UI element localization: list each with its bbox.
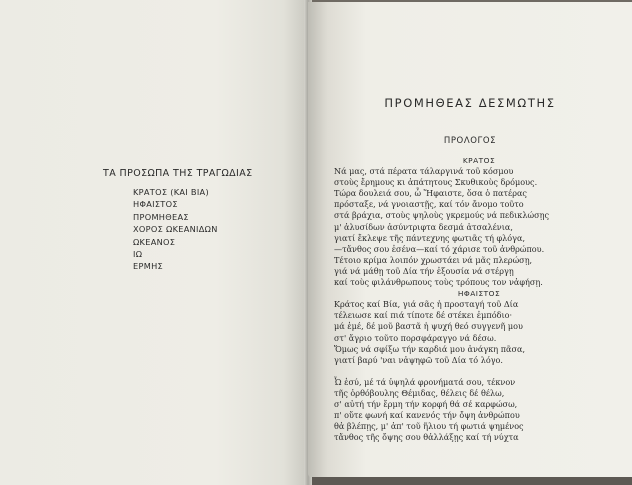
verse-line: στά βράχια, στοὺς ψηλοὺς γκρεμούς νά πεδικλώσῃς [334,210,549,221]
verse-block [334,299,624,366]
verse-line: τέλειωσε καί πιά τίποτε δέ στέκει ἐμπόδιο· [334,310,513,321]
stanza-gap [334,366,624,377]
verse-line: στ' ἄγριο τοῦτο πορσφάραγγο νά δέσω. [334,332,497,343]
character-list [103,186,253,273]
verse-line: καί τοὺς φιλάνθρωπους τοὺς τρόπους τον νἀφήσῃ. [334,277,543,288]
left-page [0,0,308,485]
verse-line: τῆς ὀρθόβουλης Θέμιδας, θέλεις δέ θέλω, [334,387,505,398]
verse-line: Ὅμως νά σφίξω τήν καρδιά μου ἀνάγκη πᾶσα, [334,343,526,354]
character-item: ΚΡΑΤΟΣ (ΚΑΙ ΒΙΑ) [133,187,209,197]
verse-line: πρόσταξε, νά γνοιαστῇς, καί τόν ἄνομο τοῦτο [334,199,524,210]
verse-line: μ' ἀλυσίδων ἀσύντριφτα δεσμά ἀτσαλένια, [334,221,513,232]
verse-line: Ὦ ἐσύ, μέ τά ὑψηλά φρονήματά σου, τέκνον [334,376,516,387]
verse-line: μά ἐμέ, δέ μοῦ βαστᾶ ἡ ψυχή θεό συγγενῆ μου [334,321,523,332]
section-heading: ΠΡΟΛΟΓΟΣ [443,136,497,146]
character-item: ΧΟΡΟΣ ΩΚΕΑΝΙΔΩΝ [133,224,218,235]
verse-line: —τἄνθος σου ἐσένα—καί τό χάρισε τοῦ ἀνθρώπου. [334,243,545,254]
speaker-name: ΗΦΑΙΣΤΟΣ [457,289,501,299]
character-item: ΠΡΟΜΗΘΕΑΣ [133,211,189,222]
verse-line: στοὺς ἔρημους κι ἀπάτητους Σκυθικοὺς δρόμους. [334,177,538,188]
character-item: ΗΦΑΙΣΤΟΣ [133,199,178,210]
verse-block [334,166,624,288]
play-text [334,155,624,443]
verse-line: Τέτοιο κρίμα λοιπόν χρωστάει νά μᾶς πλερώσῃ, [334,254,533,265]
verse-line: θἀ βλέπῃς, μ' ἀπ' τοῦ ἥλιου τή φωτιά ψημένος [334,421,524,432]
speaker-name: ΚΡΑΤΟΣ [462,156,496,165]
play-title: ΠΡΟΜΗΘΕΑΣ ΔΕΣΜΩΤΗΣ [384,96,556,110]
verse-line: Κράτος καί Βία, γιά σᾶς ἡ προσταγή τοῦ Δία [334,299,519,310]
verse-line: γιατί βαρύ 'ναι νἀψηφῶ τοῦ Δία τό λόγο. [334,354,503,365]
verse-line: Τώρα δουλειά σου, ὦ Ἥφαιστε, ὅσα ὁ πατέρας [334,188,527,199]
verse-line: Νά μας, στά πέρατα τάλαργινά τοῦ κόσμου [334,166,514,177]
dramatis-personae [103,168,253,273]
verse-line: γιατί ἔκλεψε τῆς πάντεχνης φωτιᾶς τή φλόγα, [334,232,526,243]
character-item: ΩΚΕΑΝΟΣ [133,236,176,247]
verse-line: π' οὔτε φωνή καί κανενός τήν ὄψη ἀνθρώπου [334,410,520,421]
character-item: ΙΩ [133,249,143,260]
verse-line: σ' αὐτή τήν ἔρμη τήν κορφή θά σέ καρφώσω, [334,398,518,409]
character-item: ΕΡΜΗΣ [133,261,164,272]
verse-line: τἄνθος τῆς ὄψης σου θἀλλάξῃς καί τή νύχτα [334,432,519,443]
dramatis-personae-title: ΤΑ ΠΡΟΣΩΠΑ ΤΗΣ ΤΡΑΓΩΔΙΑΣ [103,168,253,179]
verse-block [334,377,624,444]
verse-line: γιά νά μάθῃ τοῦ Δία τήν ἐξουσία νά στέργῃ [334,265,514,276]
